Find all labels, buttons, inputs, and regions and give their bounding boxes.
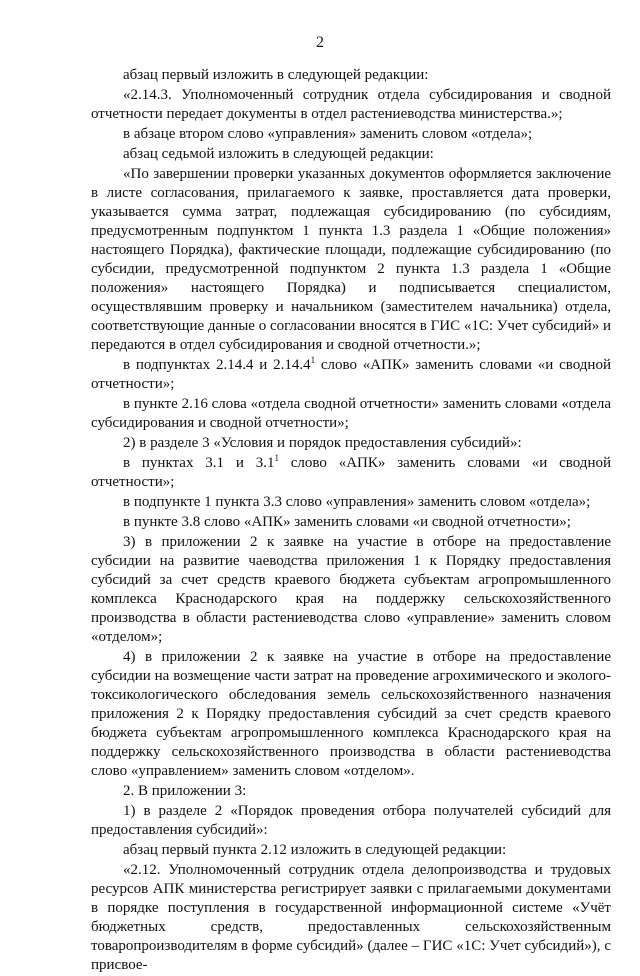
paragraph-14: 2. В приложении 3:: [123, 783, 247, 799]
paragraph-12: 3) в приложении 2 к заявке на участие в отборе на предоставление субсидии на развитие чаеводства приложения 1 к Порядку предоставления субсидий за счет средств краевого бюджета субъектам агропромышленного комплекса Краснодарского края на поддержку сельскохозяйственного производства в области растениеводства слово «управление» заменить словом «отделом»;: [91, 534, 611, 645]
paragraph-6-text-after: слово «АПК» заменить словами «и сводной отчетности»;: [91, 357, 611, 392]
page-number: 2: [316, 34, 324, 51]
paragraph-7: в пункте 2.16 слова «отдела сводной отчетности» заменить словами «отдела субсидирования и сводной отчетности»;: [91, 396, 611, 431]
paragraph-5: «По завершении проверки указанных документов оформляется заключение в листе согласования, прилагаемого к заявке, проставляется дата проверки, указывается сумма затрат, подлежащая субсидированию (по субсидиям, предусмотренным подпунктом 1 пункта 1.3 раздела 1 «Общие положения» настоящего Порядка), фактические площади, подлежащие субсидированию (по субсидии, предусмотренной подпунктом 2 пункта 1.3 раздела 1 «Общие положения» настоящего Порядка) и подписывается специалистом, осуществлявшим проверку и начальником (заместителем начальника) отдела, соответствующие данные о согласовании вносятся в ГИС «1С: Учет субсидий» и передаются в отдел субсидирования и сводной отчетности.»;: [91, 166, 611, 353]
paragraph-6-superscript: 1: [310, 355, 316, 365]
paragraph-6-text-before: в подпунктах 2.14.4 и 2.14.4: [123, 357, 311, 373]
paragraph-4: абзац седьмой изложить в следующей редакции:: [123, 146, 434, 162]
paragraph-3: в абзаце втором слово «управления» заменить словом «отдела»;: [123, 126, 533, 142]
paragraph-17: «2.12. Уполномоченный сотрудник отдела делопроизводства и трудовых ресурсов АПК министерства регистрирует заявки с прилагаемыми документами в порядке поступления в государственной информационной системе «Учёт бюджетных средств, предоставленных сельскохозяйственным товаропроизводителям в форме субсидий» (далее – ГИС «1С: Учет субсидий»), с присвое-: [91, 862, 611, 973]
paragraph-2: «2.14.3. Уполномоченный сотрудник отдела субсидирования и сводной отчетности передает документы в отдел растениеводства министерства.»;: [91, 87, 611, 122]
paragraph-9-text-after: слово «АПК» заменить словами «и сводной отчетности»;: [91, 455, 611, 490]
paragraph-11: в пункте 3.8 слово «АПК» заменить словами «и сводной отчетности»;: [123, 514, 571, 530]
paragraph-1: абзац первый изложить в следующей редакции:: [123, 67, 429, 83]
paragraph-8: 2) в разделе 3 «Условия и порядок предоставления субсидий»:: [123, 435, 522, 451]
paragraph-6: [91, 356, 611, 394]
paragraph-13: 4) в приложении 2 к заявке на участие в отборе на предоставление субсидии на возмещение части затрат на проведение агрохимического и эколого-токсикологического обследования земель сельскохозяйственного назначения приложения 2 к Порядку предоставления субсидий за счет средств краевого бюджета субъектам агропромышленного комплекса Краснодарского края на поддержку сельскохозяйственного производства в области растениеводства слово «управлением» заменить словом «отделом».: [91, 649, 611, 779]
document-body: [91, 66, 611, 976]
paragraph-9-superscript: 1: [274, 453, 279, 463]
paragraph-9-text-before: в пунктах 3.1 и 3.1: [123, 455, 275, 471]
paragraph-10: в подпункте 1 пункта 3.3 слово «управления» заменить словом «отдела»;: [123, 494, 591, 510]
paragraph-16: абзац первый пункта 2.12 изложить в следующей редакции:: [123, 842, 507, 858]
paragraph-15: 1) в разделе 2 «Порядок проведения отбора получателей субсидий для предоставления субсидий»:: [91, 803, 611, 838]
paragraph-9: [91, 454, 611, 492]
